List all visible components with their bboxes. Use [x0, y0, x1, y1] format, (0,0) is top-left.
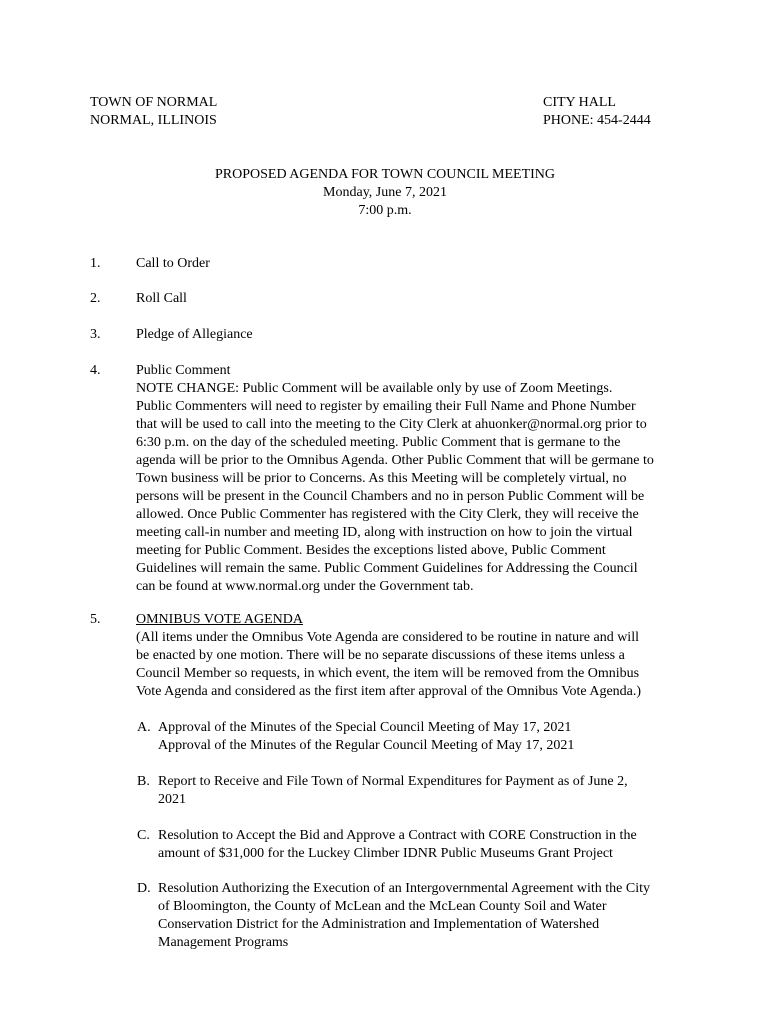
item-text-line: meeting for Public Comment. Besides the exceptions listed above, Public Comment: [136, 543, 606, 558]
item-label: Roll Call: [136, 291, 187, 306]
city-hall-label: CITY HALL: [543, 95, 616, 110]
item-text-line: Council Member so requests, in which event, the item will be removed from the Omnibus: [136, 666, 640, 681]
item-text-line: (All items under the Omnibus Vote Agenda are considered to be routine in nature and will: [136, 630, 639, 645]
item-text-line: meeting call-in number and meeting ID, along with instruction on how to join the virtual: [136, 525, 633, 540]
subitem-letter: A.: [137, 720, 151, 735]
town-location: NORMAL, ILLINOIS: [90, 113, 217, 128]
town-name: TOWN OF NORMAL: [90, 95, 218, 110]
item-number: 3.: [90, 327, 101, 342]
item-text-line: that will be used to call into the meeting to the City Clerk at ahuonker@normal.org prior to: [136, 417, 647, 432]
omnibus-heading: OMNIBUS VOTE AGENDA: [136, 612, 303, 627]
meeting-date: Monday, June 7, 2021: [323, 185, 447, 200]
item-text-line: can be found at www.normal.org under the Government tab.: [136, 579, 474, 594]
subitem-text-line: Management Programs: [158, 935, 289, 950]
item-text-line: be enacted by one motion. There will be no separate discussions of these items unless a: [136, 648, 625, 663]
item-text-line: 6:30 p.m. on the day of the scheduled meeting. Public Comment that is germane to the: [136, 435, 621, 450]
item-text-line: Guidelines will remain the same. Public Comment Guidelines for Addressing the Council: [136, 561, 638, 576]
item-text-line: agenda will be prior to the Omnibus Agenda. Other Public Comment that will be germane to: [136, 453, 654, 468]
page-title: PROPOSED AGENDA FOR TOWN COUNCIL MEETING: [214, 167, 556, 182]
subitem-text-line: Resolution to Accept the Bid and Approve a Contract with CORE Construction in the: [158, 828, 637, 843]
item-text-line: persons will be present in the Council Chambers and no in person Public Comment will be: [136, 489, 645, 504]
agenda-title-block: [0, 166, 770, 220]
item-text-line: Town business will be prior to Concerns. As this Meeting will be completely virtual, no: [136, 471, 627, 486]
header-right: [543, 94, 651, 130]
phone-number: PHONE: 454-2444: [543, 113, 651, 128]
item-text-line: Vote Agenda and considered as the first item after approval of the Omnibus Vote Agenda.): [136, 684, 642, 699]
subitem-text-line: Report to Receive and File Town of Normal Expenditures for Payment as of June 2,: [158, 774, 628, 789]
item-text-line: Public Commenters will need to register by emailing their Full Name and Phone Number: [136, 399, 636, 414]
subitem-text-line: of Bloomington, the County of McLean and the McLean County Soil and Water: [158, 899, 607, 914]
subitem-letter: B.: [137, 774, 150, 789]
item-text-line: NOTE CHANGE: Public Comment will be available only by use of Zoom Meetings.: [136, 381, 613, 396]
item-number: 5.: [90, 612, 101, 627]
item-number: 1.: [90, 256, 101, 271]
subitem-text-line: Resolution Authorizing the Execution of an Intergovernmental Agreement with the City: [158, 881, 650, 896]
item-text-line: allowed. Once Public Commenter has registered with the City Clerk, they will receive the: [136, 507, 639, 522]
subitem-text-line: 2021: [158, 792, 186, 807]
header-left: [90, 94, 217, 130]
item-label: Public Comment: [136, 363, 231, 378]
item-label: Call to Order: [136, 256, 210, 271]
subitem-text-line: amount of $31,000 for the Luckey Climber IDNR Public Museums Grant Project: [158, 846, 613, 861]
subitem-text-line: Conservation District for the Administration and Implementation of Watershed: [158, 917, 600, 932]
item-number: 2.: [90, 291, 101, 306]
subitem-letter: D.: [137, 881, 151, 896]
subitem-text-line: Approval of the Minutes of the Regular Council Meeting of May 17, 2021: [158, 738, 575, 753]
item-label: Pledge of Allegiance: [136, 327, 253, 342]
meeting-time: 7:00 p.m.: [358, 203, 412, 218]
subitem-text-line: Approval of the Minutes of the Special Council Meeting of May 17, 2021: [158, 720, 572, 735]
item-number: 4.: [90, 363, 101, 378]
subitem-letter: C.: [137, 828, 150, 843]
